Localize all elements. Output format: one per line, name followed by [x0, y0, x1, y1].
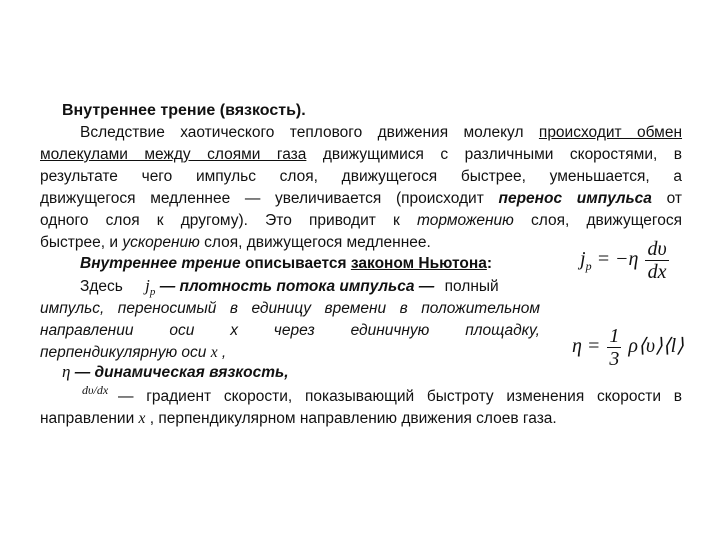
para1-line3: результате чего импульс слоя, движущегося быстрее, уменьшается, а — [40, 168, 682, 185]
derivative-fraction: $\frac{d\upsilon}{dx}$ — [647, 238, 667, 283]
para1-line4: движущегося медленнее — увеличивается (происходит перенос импульса от — [40, 190, 682, 207]
para1-line5: одного слоя к другому). Это приводит к торможению слоя, движущегося — [40, 212, 682, 229]
para1-line1: Вследствие хаотического теплового движения молекул происходит обмен — [80, 124, 683, 141]
flux-definition-line: Здесь $j_p$ — плотность потока импульса — полный — [80, 276, 499, 299]
viscosity-definition: η — динамическая вязкость, — [62, 362, 289, 381]
viscosity-formula: η = $\frac{1}{3}$ ρ⟨υ⟩⟨l⟩ — [572, 325, 684, 370]
para1-line2: молекулами между слоями газа движущимися с различными скоростями, в — [40, 146, 682, 163]
newton-law-formula: $j_p = -\eta$ $\frac{d\upsilon}{dx}$ — [580, 238, 667, 283]
flux-line2: импульс, переносимый в единицу времени в положительном — [40, 300, 540, 317]
section-heading: Внутреннее трение (вязкость). — [62, 102, 306, 119]
velocity-gradient-symbol: dυ/dx — [82, 383, 109, 397]
one-third-fraction: $\frac{1}{3}$ — [609, 325, 620, 370]
flux-line3: направлении оси x через единичную площадку, — [40, 322, 540, 339]
gradient-line2: направлении x , перпендикулярном направлению движения слоев газа. — [40, 410, 557, 427]
newton-law-line: Внутреннее трение описывается законом Ньютона: — [80, 255, 493, 272]
para1-line6: быстрее, и ускорению слоя, движущегося медленнее. — [40, 234, 431, 251]
flux-line4: перпендикулярную оси x , — [40, 344, 227, 361]
gradient-line: — градиент скорости, показывающий быстроту изменения скорости в — [118, 388, 682, 405]
